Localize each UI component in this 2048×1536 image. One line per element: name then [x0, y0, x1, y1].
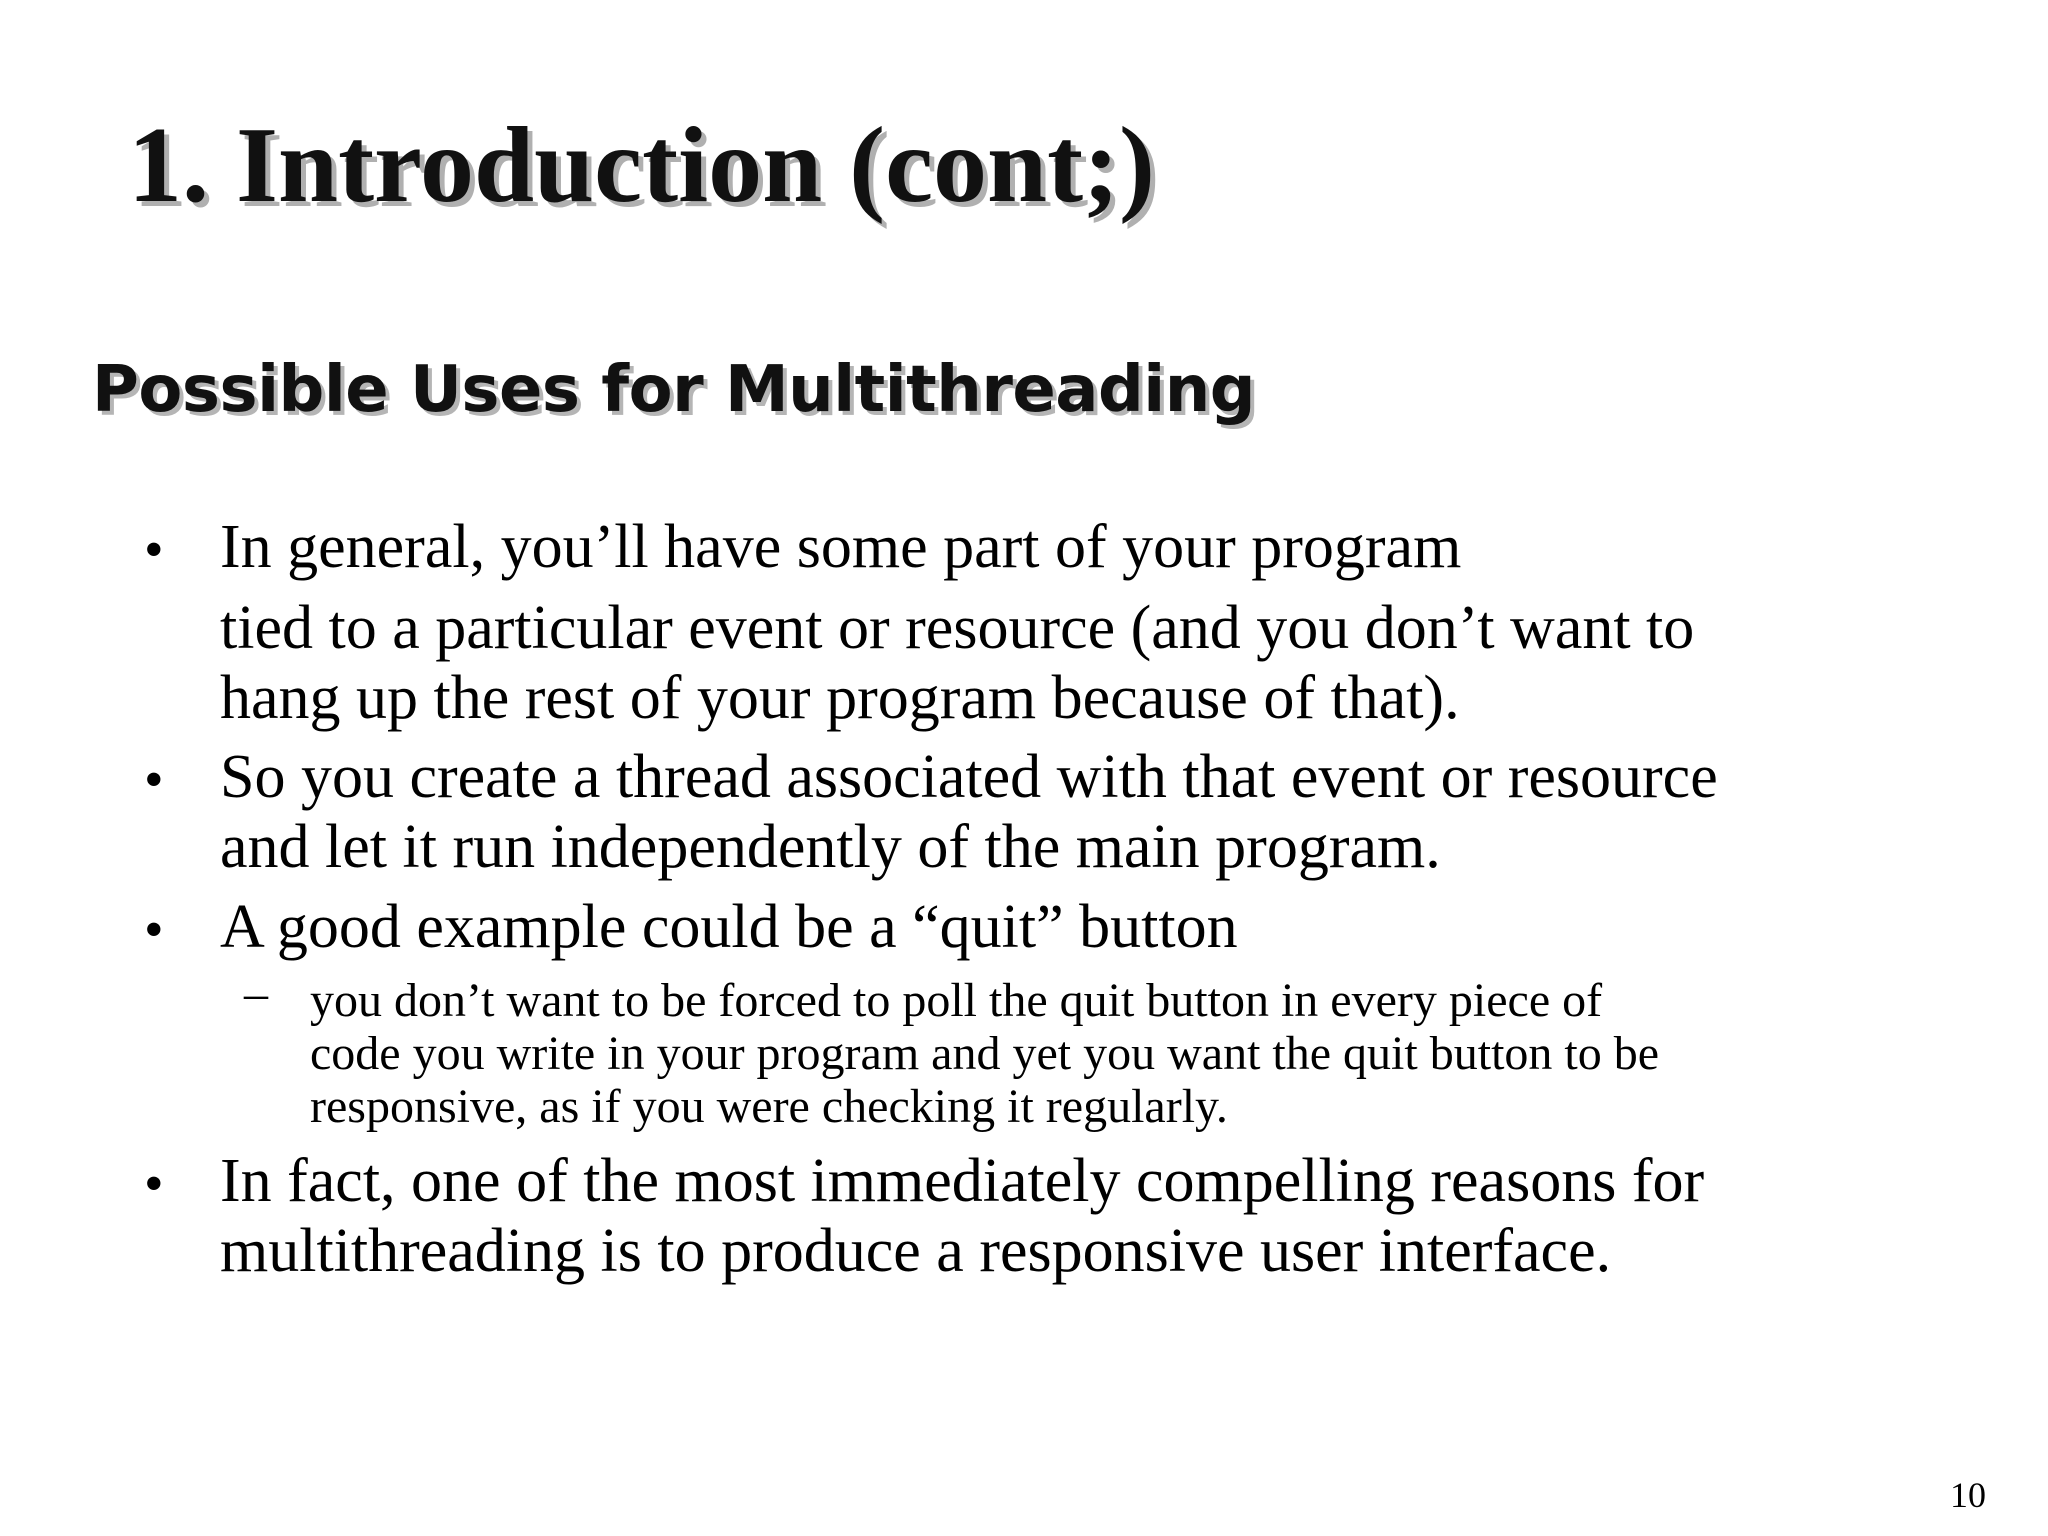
page-number: 10: [1950, 1475, 1986, 1515]
bullet-line: hang up the rest of your program because of that).: [220, 664, 1460, 732]
bullet-text: [220, 512, 1920, 733]
sub-bullet-line: responsive, as if you were checking it regularly.: [310, 1080, 1228, 1133]
slide-subtitle: Possible Uses for Multithreading: [92, 353, 1256, 427]
bullet-line: So you create a thread associated with that event or resource: [220, 743, 1718, 811]
bullet-line: multithreading is to produce a responsive user interface.: [220, 1217, 1612, 1285]
sub-bullet-text: [310, 974, 1960, 1133]
bullet-text: [220, 742, 1920, 882]
sub-bullet-line: you don’t want to be forced to poll the quit button in every piece of: [310, 974, 1603, 1027]
bullet-marker: •: [144, 1153, 164, 1215]
bullet-line: In general, you’ll have some part of your program: [220, 513, 1462, 581]
bullet-line: A good example could be a “quit” button: [220, 893, 1238, 961]
bullet-line: and let it run independently of the main program.: [220, 813, 1441, 881]
slide-title: 1. Introduction (cont;): [128, 106, 1156, 225]
sub-bullet-marker: –: [244, 967, 268, 1020]
bullet-marker: •: [144, 519, 164, 581]
bullet-line: tied to a particular event or resource (and you don’t want to: [220, 594, 1695, 662]
bullet-text: [220, 892, 1920, 962]
bullet-line: In fact, one of the most immediately compelling reasons for: [220, 1147, 1705, 1215]
bullet-marker: •: [144, 899, 164, 961]
sub-bullet-line: code you write in your program and yet you want the quit button to be: [310, 1027, 1660, 1080]
bullet-marker: •: [144, 749, 164, 811]
bullet-text: [220, 1146, 1920, 1286]
